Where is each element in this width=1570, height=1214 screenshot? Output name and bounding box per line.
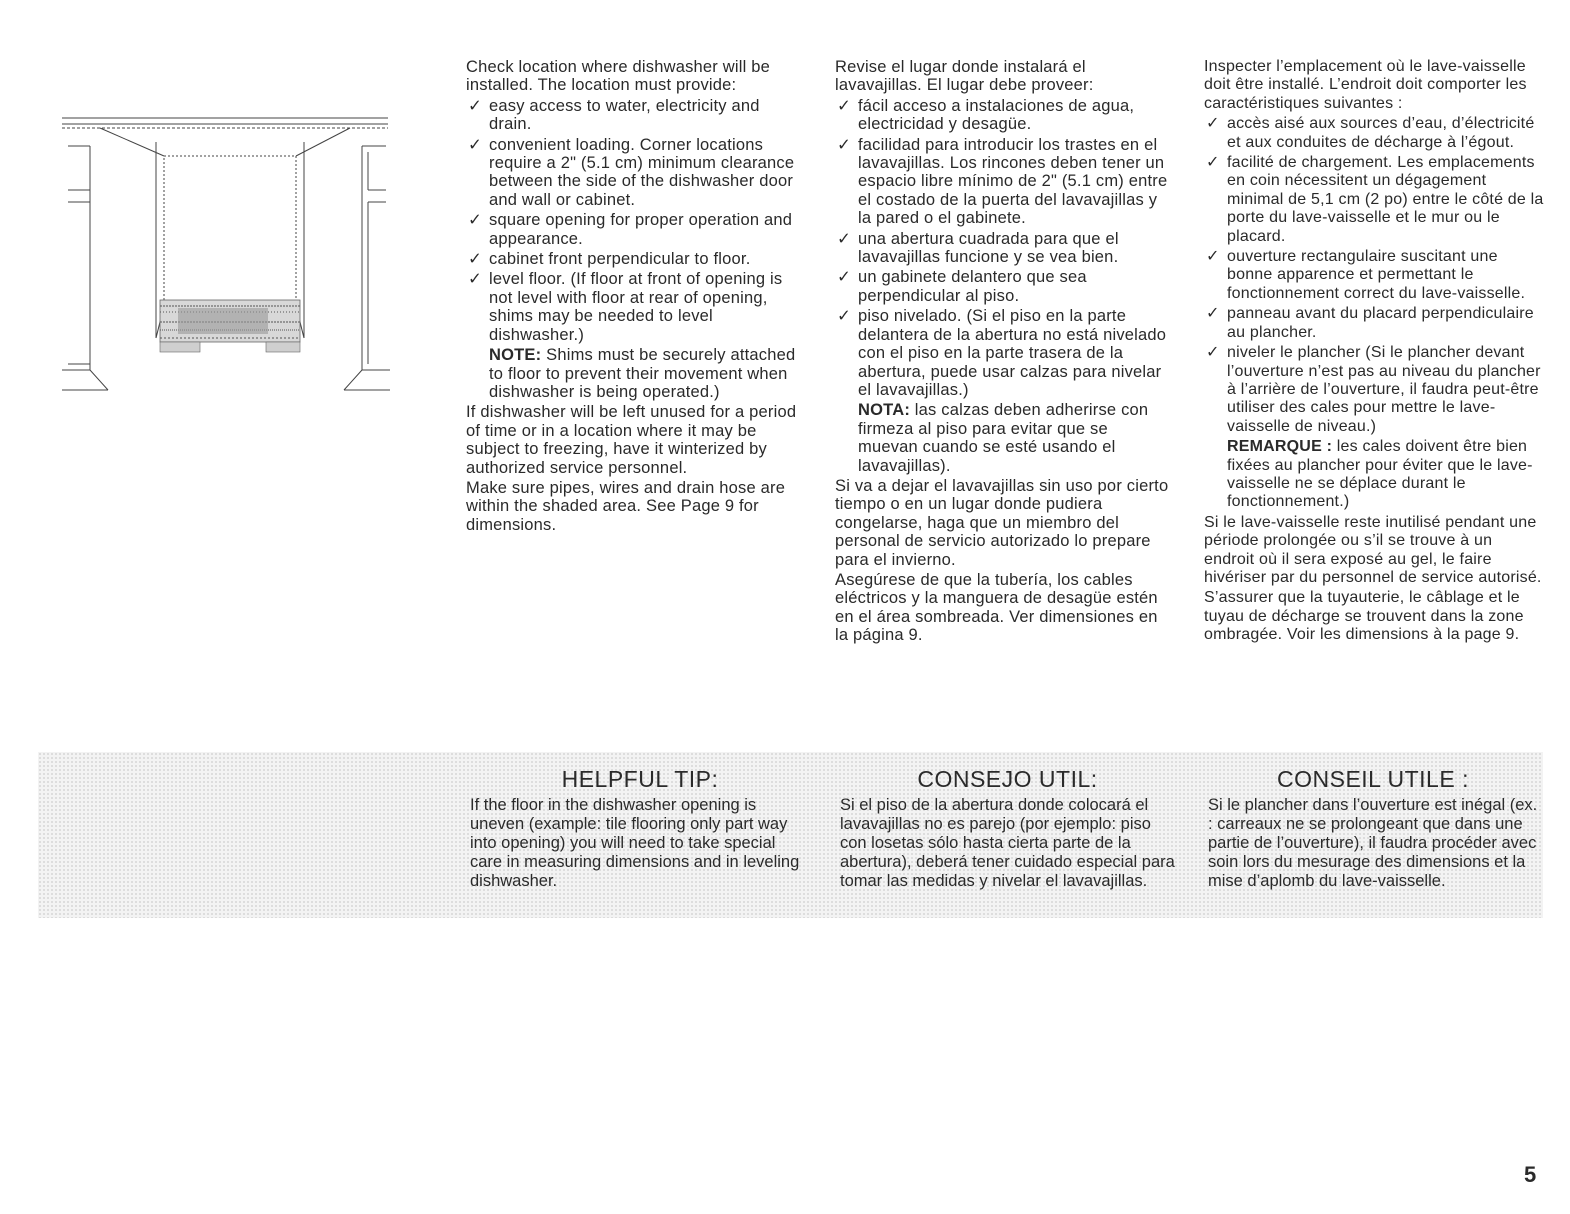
- winterize-paragraph: Si va a dejar el lavavajillas sin uso por cierto tiempo o en un lugar donde pudiera congelarse, haga que un miembro del personal de servicio autorizado lo prepare para el invierno.: [835, 476, 1169, 569]
- requirements-list: [835, 97, 1169, 475]
- shaded-area-paragraph: S’assurer que la tuyauterie, le câblage et le tuyau de décharge se trouvent dans la zone ombragée. Voir les dimensions à la page 9.: [1204, 589, 1524, 644]
- list-item: ✓ un gabinete delantero que sea perpendicular al piso.: [837, 268, 1087, 305]
- check-icon: ✓: [1206, 248, 1220, 266]
- list-item: ✓ convenient loading. Corner locations require a 2" (5.1 cm) minimum clearance between the side of the dishwasher door and wall or cabinet.: [468, 135, 795, 209]
- intro-text: Inspecter l’emplacement où le lave-vaisselle doit être installé. L’endroit doit comporter les caractéristiques suivantes :: [1204, 58, 1527, 112]
- list-item: ✓ fácil acceso a instalaciones de agua, electricidad y desagüe.: [837, 96, 1135, 134]
- tip-title: CONSEJO UTIL:: [917, 766, 1098, 792]
- tip-spanish: [840, 766, 1175, 891]
- english-column: [466, 58, 806, 536]
- list-item: ✓ facilité de chargement. Les emplacements en coin nécessitent un dégagement minimal de 5,1 cm (2 po) entre le côté de la porte du lave-vaisselle et le mur ou le placard.: [1206, 154, 1544, 245]
- check-icon: ✓: [1206, 305, 1220, 323]
- check-icon: ✓: [468, 135, 483, 154]
- note-label: NOTA:: [858, 401, 911, 420]
- shaded-area: [160, 300, 300, 352]
- check-icon: ✓: [837, 307, 852, 326]
- page-number: 5: [1524, 1162, 1537, 1187]
- check-icon: ✓: [1206, 115, 1220, 133]
- list-item: ✓ easy access to water, electricity and drain.: [468, 96, 760, 134]
- note: NOTE: Shims must be securely attached to floor to prevent their movement when dishwasher is being operated.): [489, 346, 796, 401]
- check-icon: ✓: [837, 268, 852, 287]
- check-icon: ✓: [1206, 154, 1220, 172]
- tip-title: CONSEIL UTILE :: [1277, 766, 1469, 792]
- winterize-paragraph: Si le lave-vaisselle reste inutilisé pendant une période prolongée ou s’il se trouve à un endroit où il sera exposé au gel, le faire hivériser par du personnel de service autorisé.: [1204, 513, 1542, 586]
- note-label: NOTE:: [489, 346, 542, 365]
- list-item: ✓ cabinet front perpendicular to floor.: [468, 250, 751, 269]
- check-icon: ✓: [837, 135, 852, 154]
- list-item: ✓ facilidad para introducir los trastes en el lavavajillas. Los rincones deben tener un espacio libre mínimo de 2" (5.1 cm) entre el costado de la puerta del lavavajillas y la pared o el gabinete.: [837, 135, 1168, 228]
- check-icon: ✓: [468, 250, 483, 269]
- cabinet-opening-illustration: [60, 112, 392, 402]
- tip-text: Si le plancher dans l’ouverture est inégal (ex. : carreaux ne se prolongeant que dans une partie de l’ouverture), il faudra procéder avec soin lors du mesurage des dimensions et la mise d’aplomb du lave-vaisselle.: [1208, 796, 1538, 890]
- requirements-list: [466, 97, 806, 402]
- intro-text: Revise el lugar donde instalará el lavavajillas. El lugar debe proveer:: [835, 58, 1094, 95]
- list-item: ✓ una abertura cuadrada para que el lavavajillas funcione y se vea bien.: [837, 229, 1119, 267]
- list-item: ✓ panneau avant du placard perpendiculaire au plancher.: [1206, 305, 1534, 341]
- tip-french: [1208, 766, 1538, 891]
- list-item: ✓ niveler le plancher (Si le plancher devant l’ouverture n’est pas au niveau du plancher à l’arrière de l’ouverture, il faudra peut-être utiliser des cales pour mettre le lave-vaisselle de niveau.) REMARQUE : les cales doivent être bien fixées au plancher pour éviter que le lave-vaisselle ne se déplace durant le fonctionnement.): [1204, 344, 1544, 512]
- list-item: ✓ piso nivelado. (Si el piso en la parte delantera de la abertura no está nivelado con el piso en la parte trasera de la abertura, puede usar calzas para nivelar el lavavajillas.) NOTA: las calzas deben adherirse con firmeza al piso para evitar que se muevan cuando se esté usando el lavavajillas).: [835, 307, 1169, 475]
- tip-english: [470, 766, 810, 891]
- list-item: ✓ ouverture rectangulaire suscitant une bonne apparence et permettant le fonctionnement correct du lave-vaisselle.: [1206, 248, 1526, 302]
- winterize-paragraph: If dishwasher will be left unused for a period of time or in a location where it may be subject to freezing, have it winterized by authorized service personnel.: [466, 403, 797, 477]
- requirements-list: [1204, 115, 1544, 512]
- list-item: ✓ level floor. (If floor at front of opening is not level with floor at rear of opening, shims may be needed to level dishwasher.) NOTE: Shims must be securely attached to floor to prevent their movement when dishwasher is being operated.): [466, 270, 806, 401]
- spanish-column: [835, 58, 1169, 647]
- note: REMARQUE : les cales doivent être bien fixées au plancher pour éviter que le lave-vaisselle ne se déplace durant le fonctionnement.): [1227, 438, 1533, 511]
- check-icon: ✓: [468, 211, 483, 230]
- shaded-area-paragraph: Make sure pipes, wires and drain hose are within the shaded area. See Page 9 for dimensions.: [466, 478, 786, 534]
- check-icon: ✓: [1206, 344, 1220, 362]
- list-item: ✓ square opening for proper operation and appearance.: [468, 211, 793, 248]
- tip-text: If the floor in the dishwasher opening is uneven (example: tile flooring only part way into opening) you will need to take special care in measuring dimensions and in leveling dishwasher.: [470, 796, 800, 890]
- note: NOTA: las calzas deben adherirse con firmeza al piso para evitar que se muevan cuando se esté usando el lavavajillas).: [858, 401, 1149, 475]
- check-icon: ✓: [837, 96, 852, 115]
- check-icon: ✓: [837, 229, 852, 248]
- tip-title: HELPFUL TIP:: [561, 766, 719, 792]
- intro-text: Check location where dishwasher will be installed. The location must provide:: [466, 58, 771, 95]
- note-label: REMARQUE :: [1227, 438, 1333, 456]
- french-column: [1204, 58, 1544, 647]
- list-item: ✓ accès aisé aux sources d’eau, d’électricité et aux conduites de décharge à l’égout.: [1206, 115, 1535, 151]
- tip-text: Si el piso de la abertura donde colocará el lavavajillas no es parejo (por ejemplo: piso con losetas sólo hasta cierta parte de la abertura), deberá tener cuidado especial para tomar las medidas y nivelar el lavavajillas.: [840, 796, 1175, 890]
- check-icon: ✓: [468, 96, 483, 115]
- shaded-area-paragraph: Asegúrese de que la tubería, los cables eléctricos y la manguera de desagüe estén en el área sombreada. Ver dimensiones en la página 9.: [835, 570, 1158, 645]
- check-icon: ✓: [468, 270, 483, 289]
